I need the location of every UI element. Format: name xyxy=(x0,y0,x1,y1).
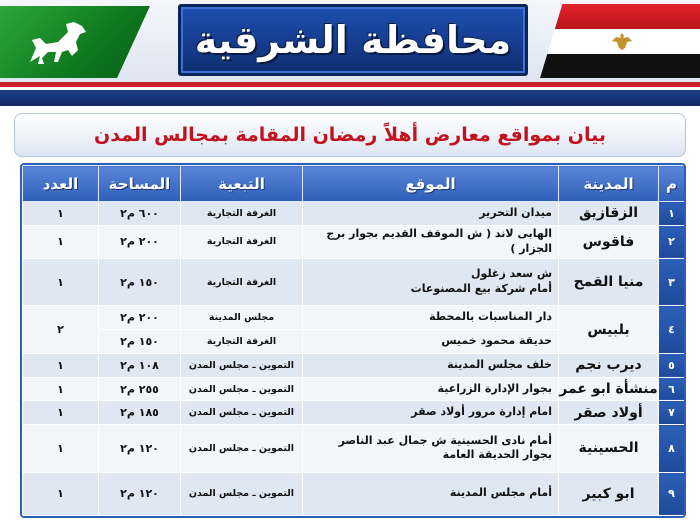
subtitle-box xyxy=(14,113,686,157)
table-row xyxy=(23,377,685,401)
city-name: منشأة ابو عمر xyxy=(559,377,659,401)
row-number: ٩ xyxy=(659,472,685,515)
city-name: منيا القمح xyxy=(559,258,659,306)
egypt-flag-icon xyxy=(540,4,700,78)
header-m: م xyxy=(659,166,685,202)
area: ٢٠٠ م٢ xyxy=(99,225,181,258)
city-name: أولاد صقر xyxy=(559,401,659,425)
city-name: ابو كبير xyxy=(559,472,659,515)
area: ١٨٥ م٢ xyxy=(99,401,181,425)
area: ١٢٠ م٢ xyxy=(99,472,181,515)
location: الهابى لاند ( ش الموقف القديم بجوار برج الجزار ) xyxy=(303,225,559,258)
area: ١٢٠ م٢ xyxy=(99,425,181,473)
city-name: الزقازيق xyxy=(559,202,659,226)
dependency: التموين ـ مجلس المدن xyxy=(181,377,303,401)
page-title: محافظة الشرقية xyxy=(194,18,512,62)
row-number: ٨ xyxy=(659,425,685,473)
table-row xyxy=(23,425,685,473)
dependency: التموين ـ مجلس المدن xyxy=(181,353,303,377)
table-row xyxy=(23,258,685,306)
dependency: الغرفة التجارية xyxy=(181,202,303,226)
location: بجوار الإدارة الزراعية xyxy=(303,377,559,401)
table-row xyxy=(23,306,685,330)
table-row xyxy=(23,353,685,377)
area: ١٥٠ م٢ xyxy=(99,330,181,354)
row-number: ٥ xyxy=(659,353,685,377)
city-name: فاقوس xyxy=(559,225,659,258)
table-header-row xyxy=(23,166,685,202)
area: ٢٠٠ م٢ xyxy=(99,306,181,330)
header-location: الموقع xyxy=(303,166,559,202)
row-number: ٧ xyxy=(659,401,685,425)
table-row xyxy=(23,401,685,425)
count: ١ xyxy=(23,258,99,306)
row-number: ٤ xyxy=(659,306,685,354)
location: ميدان التحرير xyxy=(303,202,559,226)
location: حديقة محمود خميس xyxy=(303,330,559,354)
header-banner xyxy=(0,0,700,82)
exhibitions-table xyxy=(20,163,686,518)
row-number: ٢ xyxy=(659,225,685,258)
dependency: التموين ـ مجلس المدن xyxy=(181,472,303,515)
area: ١٥٠ م٢ xyxy=(99,258,181,306)
subtitle: بيان بمواقع معارض أهلاً رمضان المقامة بمجالس المدن xyxy=(93,124,607,146)
count: ١ xyxy=(23,425,99,473)
location: خلف مجلس المدينة xyxy=(303,353,559,377)
table-body xyxy=(23,202,685,516)
count: ١ xyxy=(23,225,99,258)
table-row xyxy=(23,225,685,258)
count: ٢ xyxy=(23,306,99,354)
logo-panel xyxy=(0,6,150,78)
dependency: مجلس المدينة xyxy=(181,306,303,330)
divider-blue xyxy=(0,90,700,106)
location: ش سعد زغلول أمام شركة بيع المصنوعات xyxy=(303,258,559,306)
header-area: المساحة xyxy=(99,166,181,202)
count: ١ xyxy=(23,472,99,515)
city-name: الحسينية xyxy=(559,425,659,473)
dependency: التموين ـ مجلس المدن xyxy=(181,425,303,473)
header-city: المدينة xyxy=(559,166,659,202)
city-name: بلبيس xyxy=(559,306,659,354)
horse-icon xyxy=(22,18,92,70)
area: ١٠٨ م٢ xyxy=(99,353,181,377)
count: ١ xyxy=(23,377,99,401)
city-name: ديرب نجم xyxy=(559,353,659,377)
dependency: التموين ـ مجلس المدن xyxy=(181,401,303,425)
dependency: الغرفة التجارية xyxy=(181,330,303,354)
count: ١ xyxy=(23,401,99,425)
row-number: ٦ xyxy=(659,377,685,401)
area: ٦٠٠ م٢ xyxy=(99,202,181,226)
count: ١ xyxy=(23,353,99,377)
title-box xyxy=(178,4,528,76)
area: ٢٥٥ م٢ xyxy=(99,377,181,401)
dependency: الغرفة التجارية xyxy=(181,258,303,306)
dependency: الغرفة التجارية xyxy=(181,225,303,258)
location: امام إدارة مرور أولاد صقر xyxy=(303,401,559,425)
location: أمام نادى الحسينية ش جمال عبد الناصر بجوار الحديقة العامة xyxy=(303,425,559,473)
count: ١ xyxy=(23,202,99,226)
table-row xyxy=(23,472,685,515)
table-row xyxy=(23,202,685,226)
eagle-icon xyxy=(610,31,634,52)
location: دار المناسبات بالمحطة xyxy=(303,306,559,330)
location: أمام مجلس المدينة xyxy=(303,472,559,515)
row-number: ٣ xyxy=(659,258,685,306)
header-dependency: التبعية xyxy=(181,166,303,202)
header-count: العدد xyxy=(23,166,99,202)
row-number: ١ xyxy=(659,202,685,226)
